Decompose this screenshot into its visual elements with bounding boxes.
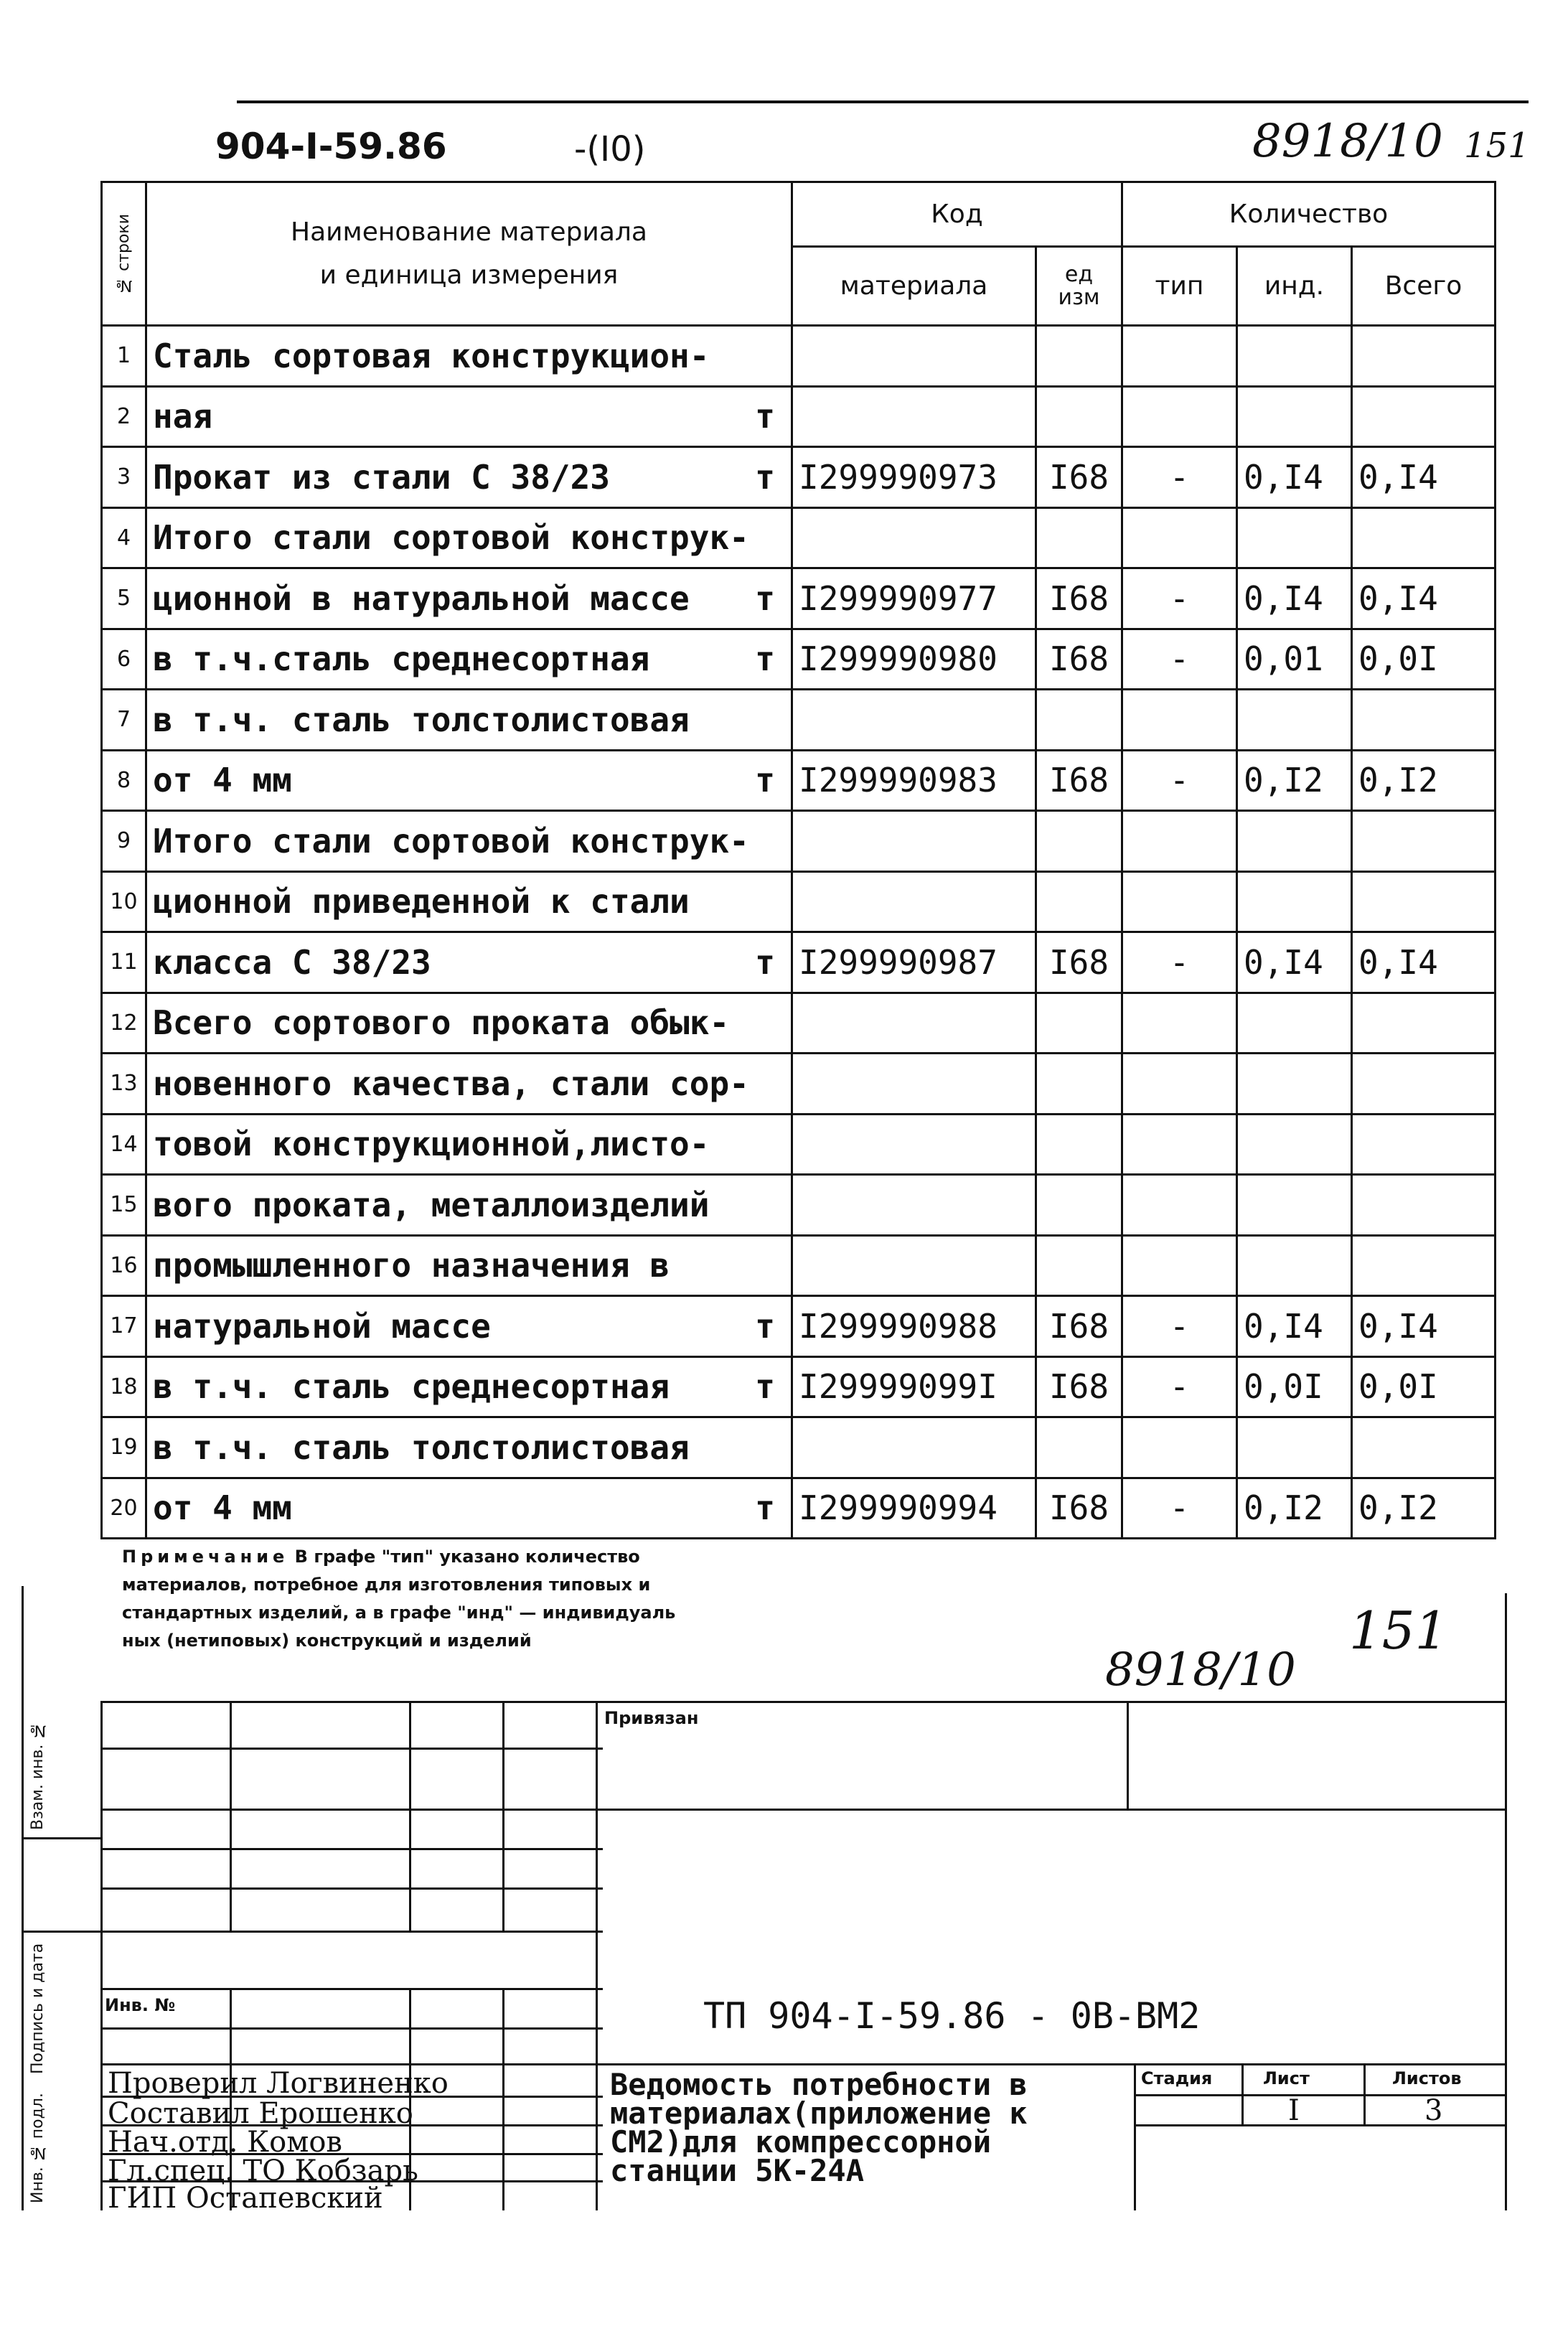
qty-ind (1237, 1175, 1352, 1236)
qty-type (1122, 386, 1237, 447)
table-row (102, 447, 1496, 508)
table-row (102, 1235, 1496, 1296)
qty-total (1352, 507, 1496, 568)
material-name: в т.ч.сталь среднесортная т (146, 629, 792, 690)
unit-code: I68 (1036, 1296, 1122, 1357)
material-name: ционной в натуральной массе т (146, 568, 792, 629)
material-name: класса С 38/23 т (146, 932, 792, 993)
qty-ind (1237, 690, 1352, 751)
qty-ind (1237, 326, 1352, 387)
row-number: 8 (102, 750, 146, 811)
sheet-index: -(I0) (574, 129, 646, 169)
col-rownum-header: № строки (102, 182, 146, 326)
unit-code: I68 (1036, 1478, 1122, 1539)
material-name: натуральной массе т (146, 1296, 792, 1357)
materials-table (100, 181, 1496, 1539)
qty-type: - (1122, 932, 1237, 993)
col-material-header: материала (792, 247, 1036, 326)
material-name: Итого стали сортовой конструк- (146, 811, 792, 872)
qty-total: 0,I4 (1352, 568, 1496, 629)
note-line4: ных (нетиповых) конструкций и изделий (122, 1631, 532, 1651)
qty-total (1352, 386, 1496, 447)
unit-code (1036, 871, 1122, 932)
row-number: 7 (102, 690, 146, 751)
qty-total (1352, 1054, 1496, 1115)
note-line2: материалов, потребное для изготовления типовых и (122, 1575, 651, 1595)
table-row (102, 993, 1496, 1054)
row-number: 20 (102, 1478, 146, 1539)
material-code (792, 386, 1036, 447)
material-code: I299990983 (792, 750, 1036, 811)
qty-ind: 0,01 (1237, 629, 1352, 690)
material-name: ционной приведенной к стали (146, 871, 792, 932)
stadia-label: Стадия (1141, 2068, 1213, 2088)
qty-ind: 0,I4 (1237, 932, 1352, 993)
table-row (102, 932, 1496, 993)
qty-type (1122, 1417, 1237, 1478)
row-number: 4 (102, 507, 146, 568)
table-row (102, 750, 1496, 811)
qty-ind (1237, 1417, 1352, 1478)
signer-checked: Проверил Логвиненко (108, 2067, 449, 2100)
unit-code (1036, 1235, 1122, 1296)
qty-ind: 0,0I (1237, 1356, 1352, 1417)
table-row (102, 1296, 1496, 1357)
qty-total: 0,0I (1352, 629, 1496, 690)
material-code (792, 1114, 1036, 1175)
qty-type: - (1122, 750, 1237, 811)
qty-ind (1237, 507, 1352, 568)
material-name: ная т (146, 386, 792, 447)
qty-total (1352, 1175, 1496, 1236)
row-number: 19 (102, 1417, 146, 1478)
material-code (792, 993, 1036, 1054)
qty-total (1352, 326, 1496, 387)
col-unit-header: ед изм (1036, 247, 1122, 326)
side-label-replace: Взам. инв. № (29, 1721, 47, 1830)
qty-type: - (1122, 1296, 1237, 1357)
qty-total (1352, 690, 1496, 751)
material-name: Прокат из стали С 38/23 т (146, 447, 792, 508)
handwritten-number-note: 8918/10 (1105, 1643, 1296, 1697)
row-number: 11 (102, 932, 146, 993)
row-number: 2 (102, 386, 146, 447)
unit-code (1036, 1054, 1122, 1115)
col-type-header: тип (1122, 247, 1237, 326)
table-row (102, 1114, 1496, 1175)
unit-code (1036, 1417, 1122, 1478)
row-number: 15 (102, 1175, 146, 1236)
material-name: от 4 мм т (146, 750, 792, 811)
material-code (792, 326, 1036, 387)
row-number: 5 (102, 568, 146, 629)
unit-code (1036, 690, 1122, 751)
material-code: I299990988 (792, 1296, 1036, 1357)
row-number: 14 (102, 1114, 146, 1175)
unit-code: I68 (1036, 932, 1122, 993)
qty-total: 0,I4 (1352, 447, 1496, 508)
unit-code: I68 (1036, 568, 1122, 629)
material-name: новенного качества, стали сор- (146, 1054, 792, 1115)
qty-total: 0,I4 (1352, 932, 1496, 993)
note-text1: В графе "тип" указано количество (288, 1547, 640, 1567)
row-number: 1 (102, 326, 146, 387)
table-row (102, 1175, 1496, 1236)
col-name-header: Наименование материала и единица измерения (146, 182, 792, 326)
top-border-line (237, 100, 1529, 103)
table-row (102, 690, 1496, 751)
list-value: I (1288, 2094, 1300, 2127)
row-number: 10 (102, 871, 146, 932)
qty-type: - (1122, 568, 1237, 629)
table-row (102, 629, 1496, 690)
qty-type (1122, 993, 1237, 1054)
col-qty-header: Количество (1122, 182, 1496, 247)
unit-mark: т (755, 1488, 775, 1528)
qty-total: 0,I4 (1352, 1296, 1496, 1357)
unit-code: I68 (1036, 1356, 1122, 1417)
qty-type: - (1122, 1478, 1237, 1539)
table-row (102, 326, 1496, 387)
material-code (792, 1235, 1036, 1296)
material-name: в т.ч. сталь толстолистовая (146, 1417, 792, 1478)
qty-type (1122, 871, 1237, 932)
stamp-doc-code: ТП 904-I-59.86 - 0В-ВМ2 (703, 1995, 1201, 2037)
qty-total (1352, 871, 1496, 932)
side-label-sign: Подпись и дата (29, 1943, 47, 2074)
unit-code (1036, 386, 1122, 447)
qty-type: - (1122, 447, 1237, 508)
signer-head: Нач.отд. Комов (108, 2126, 342, 2159)
qty-total: 0,0I (1352, 1356, 1496, 1417)
unit-mark: т (755, 761, 775, 800)
col-code-header: Код (792, 182, 1122, 247)
material-code: I299990994 (792, 1478, 1036, 1539)
row-number: 16 (102, 1235, 146, 1296)
qty-ind (1237, 1235, 1352, 1296)
row-number: 17 (102, 1296, 146, 1357)
qty-type (1122, 507, 1237, 568)
table-row (102, 507, 1496, 568)
material-code (792, 1054, 1036, 1115)
material-code (792, 1417, 1036, 1478)
qty-total (1352, 993, 1496, 1054)
material-code (792, 811, 1036, 872)
table-row (102, 811, 1496, 872)
unit-mark: т (755, 457, 775, 497)
listov-value: 3 (1424, 2094, 1443, 2127)
qty-ind: 0,I2 (1237, 750, 1352, 811)
note-line3: стандартных изделий, а в графе "инд" — индивидуаль (122, 1603, 676, 1623)
table-row (102, 568, 1496, 629)
table-row (102, 1054, 1496, 1115)
material-code: I29999099I (792, 1356, 1036, 1417)
qty-total: 0,I2 (1352, 750, 1496, 811)
qty-total (1352, 811, 1496, 872)
material-code (792, 1175, 1036, 1236)
row-number: 12 (102, 993, 146, 1054)
qty-total (1352, 1114, 1496, 1175)
col-ind-header: инд. (1237, 247, 1352, 326)
row-number: 18 (102, 1356, 146, 1417)
material-code: I299990977 (792, 568, 1036, 629)
qty-type (1122, 1114, 1237, 1175)
qty-ind: 0,I2 (1237, 1478, 1352, 1539)
material-name: промышленного назначения в (146, 1235, 792, 1296)
qty-total (1352, 1235, 1496, 1296)
material-name: товой конструкционной,листо- (146, 1114, 792, 1175)
material-code: I299990973 (792, 447, 1036, 508)
row-number: 6 (102, 629, 146, 690)
material-code (792, 871, 1036, 932)
unit-code (1036, 1175, 1122, 1236)
qty-ind: 0,I4 (1237, 447, 1352, 508)
qty-type (1122, 1175, 1237, 1236)
signer-gip: ГИП Остапевский (108, 2182, 383, 2215)
qty-ind: 0,I4 (1237, 568, 1352, 629)
material-code: I299990987 (792, 932, 1036, 993)
row-number: 3 (102, 447, 146, 508)
row-number: 9 (102, 811, 146, 872)
note-title: Примечание (122, 1547, 289, 1567)
qty-ind (1237, 1114, 1352, 1175)
qty-type (1122, 1235, 1237, 1296)
col-total-header: Всего (1352, 247, 1496, 326)
privyazan-label: Привязан (604, 1708, 699, 1728)
qty-total (1352, 1417, 1496, 1478)
signer-chief-spec: Гл.спец. ТО Кобзарь (108, 2154, 418, 2187)
unit-code (1036, 326, 1122, 387)
listov-label: Листов (1392, 2068, 1462, 2088)
stamp-description: Ведомость потребности в материалах(приложение к СМ2)для компрессорной станции 5К-24А (610, 2067, 1028, 2188)
title-block (29, 1701, 1507, 2215)
qty-type: - (1122, 629, 1237, 690)
qty-ind: 0,I4 (1237, 1296, 1352, 1357)
table-row (102, 1356, 1496, 1417)
qty-total: 0,I2 (1352, 1478, 1496, 1539)
unit-code (1036, 1114, 1122, 1175)
handwritten-page: 151 (1464, 126, 1530, 166)
list-label: Лист (1263, 2068, 1310, 2088)
handwritten-number: 8918/10 (1252, 115, 1443, 168)
table-row (102, 1478, 1496, 1539)
document-code: 904-I-59.86 (215, 126, 447, 167)
material-code (792, 690, 1036, 751)
qty-type (1122, 811, 1237, 872)
qty-type: - (1122, 1356, 1237, 1417)
qty-ind (1237, 993, 1352, 1054)
unit-code (1036, 993, 1122, 1054)
unit-code: I68 (1036, 447, 1122, 508)
material-name: Сталь сортовая конструкцион- (146, 326, 792, 387)
inv-no-label: Инв. № (105, 1995, 176, 2015)
qty-ind (1237, 386, 1352, 447)
qty-ind (1237, 871, 1352, 932)
material-name: Итого стали сортовой конструк- (146, 507, 792, 568)
qty-ind (1237, 811, 1352, 872)
unit-mark: т (755, 397, 775, 436)
material-name: Всего сортового проката обык- (146, 993, 792, 1054)
signer-compiled: Составил Ерошенко (108, 2097, 413, 2130)
side-label-inv: Инв. № подл. (29, 2093, 47, 2203)
unit-code (1036, 507, 1122, 568)
handwritten-page-note: 151 (1349, 1600, 1448, 1661)
material-code: I299990980 (792, 629, 1036, 690)
material-name: в т.ч. сталь среднесортная т (146, 1356, 792, 1417)
material-name: в т.ч. сталь толстолистовая (146, 690, 792, 751)
qty-type (1122, 690, 1237, 751)
unit-mark: т (755, 1367, 775, 1407)
material-name: вого проката, металлоизделий (146, 1175, 792, 1236)
material-name: от 4 мм т (146, 1478, 792, 1539)
unit-mark: т (755, 639, 775, 679)
table-row (102, 1417, 1496, 1478)
unit-code: I68 (1036, 750, 1122, 811)
material-code (792, 507, 1036, 568)
row-number: 13 (102, 1054, 146, 1115)
table-row (102, 871, 1496, 932)
unit-mark: т (755, 942, 775, 982)
qty-type (1122, 326, 1237, 387)
unit-code: I68 (1036, 629, 1122, 690)
unit-code (1036, 811, 1122, 872)
unit-mark: т (755, 1306, 775, 1346)
table-row (102, 386, 1496, 447)
note-block (122, 1543, 983, 1655)
unit-mark: т (755, 578, 775, 618)
qty-type (1122, 1054, 1237, 1115)
qty-ind (1237, 1054, 1352, 1115)
